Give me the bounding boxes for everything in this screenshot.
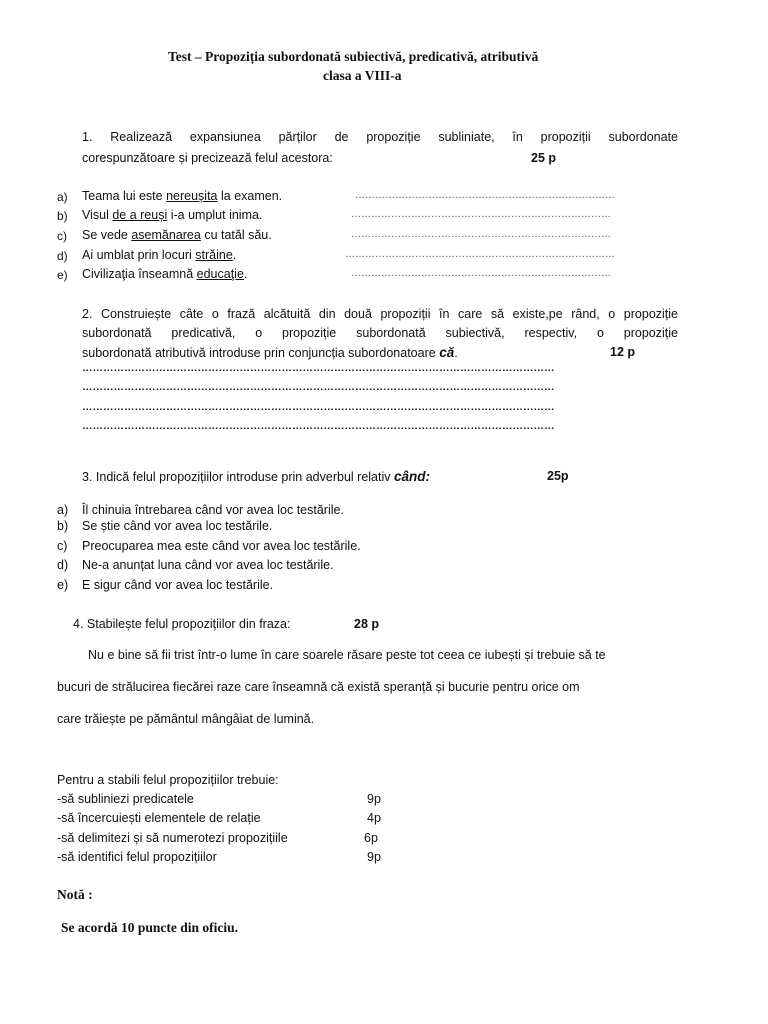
q1-item-text-before: Ai umblat prin locuri: [82, 248, 196, 262]
instruction-step: -să delimitezi și să numerotezi propozițiile: [57, 831, 288, 845]
q1-points: 25 p: [531, 151, 557, 165]
q1-item-text: [82, 267, 247, 281]
q4-points: 28 p: [354, 617, 380, 631]
q3-item-label: a): [57, 503, 69, 517]
q1-item-underlined: educaţie: [196, 267, 244, 281]
instructions-intro: Pentru a stabili felul propozițiilor trebuie:: [57, 773, 279, 787]
instruction-step-points: 9p: [367, 792, 381, 806]
q3-item-text: Preocuparea mea este când vor avea loc testările.: [82, 539, 361, 553]
q2-line1: 2. Construiește câte o frază alcătuită din două propoziții în care să existe,pe rând, o propoziție: [82, 307, 678, 321]
q1-item-text: [82, 228, 272, 242]
q4-paragraph-line3: care trăiește pe pământul mângâiat de lumină.: [57, 712, 315, 726]
q1-item-label: b): [57, 209, 68, 223]
q1-line1: 1. Realizează expansiunea părților de propoziție subliniate, în propoziții subordonate: [82, 130, 678, 144]
q3-item-label: e): [57, 578, 69, 592]
q1-item-text: [82, 248, 236, 262]
q3-item-label: d): [57, 558, 69, 572]
instruction-step-points: 6p: [364, 831, 378, 845]
instruction-step-points: 4p: [367, 811, 381, 825]
q1-item-underlined: asemănarea: [131, 228, 201, 242]
q1-item-answer-line: ………………………………………………………………………: [345, 249, 615, 260]
q1-item-underlined: nereușita: [166, 189, 218, 203]
q2-conjunction: că: [439, 345, 455, 360]
q1-item-text-after: la examen.: [217, 189, 283, 203]
q3-heading: 3. Indică felul propozițiilor introduse prin adverbul relativ când:: [82, 469, 430, 484]
q1-item-text-before: Visul: [82, 208, 113, 222]
q2-line3: subordonată atributivă introduse prin conjuncția subordonatoare că.: [82, 345, 458, 360]
page-subtitle: clasa a VIII-a: [323, 68, 402, 83]
q2-answer-line: ………………………………………………………………………………………………………………………: [82, 381, 555, 393]
q3-points: 25p: [547, 469, 569, 483]
q1-item-label: d): [57, 249, 68, 263]
q1-item-answer-line: ……………………………………………………………………: [355, 190, 615, 201]
q1-line2: corespunzătoare și precizează felul acestora:: [82, 151, 333, 165]
q3-keyword: când:: [393, 469, 430, 484]
note-text: Se acordă 10 puncte din oficiu.: [61, 920, 239, 935]
instruction-step: -să subliniezi predicatele: [57, 792, 194, 806]
q2-answer-line: ………………………………………………………………………………………………………………………: [82, 420, 555, 432]
q1-item-text-after: .: [243, 267, 248, 281]
instruction-step: -să identifici felul propozițiilor: [57, 850, 217, 864]
q1-item-answer-line: ……………………………………………………………………: [351, 209, 611, 220]
q2-answer-line: ………………………………………………………………………………………………………………………: [82, 401, 555, 413]
note-label: Notă :: [57, 887, 93, 902]
page-title: Test – Propoziția subordonată subiectivă, predicativă, atributivă: [168, 49, 539, 64]
q3-item-text: Se știe când vor avea loc testările.: [82, 519, 273, 533]
q4-paragraph-line1: Nu e bine să fii trist într-o lume în care soarele răsare peste tot ceea ce iubești și trebuie să te: [88, 648, 606, 662]
q3-item-label: b): [57, 519, 69, 533]
q1-item-text-before: Teama lui este: [82, 189, 167, 203]
q1-item-label: e): [57, 268, 68, 282]
q3-item-text: Îl chinuia întrebarea când vor avea loc testările.: [82, 503, 344, 517]
q1-item-text-after: .: [232, 248, 237, 262]
q3-item-text: E sigur când vor avea loc testările.: [82, 578, 274, 592]
q2-line2: subordonată predicativă, o propoziție subordonată subiectivă, respectiv, o propoziție: [82, 326, 678, 340]
q2-points: 12 p: [610, 345, 636, 359]
instruction-step: -să încercuiești elementele de relație: [57, 811, 261, 825]
q1-item-text: [82, 189, 282, 203]
q1-item-answer-line: ……………………………………………………………………: [351, 229, 611, 240]
q1-item-label: c): [57, 229, 67, 243]
q1-item-underlined: de a reuși: [112, 208, 168, 222]
q1-item-label: a): [57, 190, 68, 204]
q1-item-text-after: cu tatăl său.: [200, 228, 272, 242]
q1-item-text: [82, 208, 262, 222]
q4-heading: 4. Stabilește felul propozițiilor din fraza:: [73, 617, 291, 631]
q2-answer-line: ………………………………………………………………………………………………………………………: [82, 362, 555, 374]
q3-item-text: Ne-a anunțat luna când vor avea loc testările.: [82, 558, 334, 572]
q3-item-label: c): [57, 539, 68, 553]
instruction-step-points: 9p: [367, 850, 381, 864]
q1-item-text-before: Civilizaţia înseamnă: [82, 267, 197, 281]
q4-paragraph-line2: bucuri de strălucirea fiecărei raze care înseamnă că există speranță și bucurie pentru orice om: [57, 680, 580, 694]
q1-item-text-before: Se vede: [82, 228, 132, 242]
q1-item-underlined: străine: [195, 248, 233, 262]
q1-item-answer-line: ……………………………………………………………………: [351, 268, 611, 279]
q1-item-text-after: i-a umplut inima.: [167, 208, 263, 222]
